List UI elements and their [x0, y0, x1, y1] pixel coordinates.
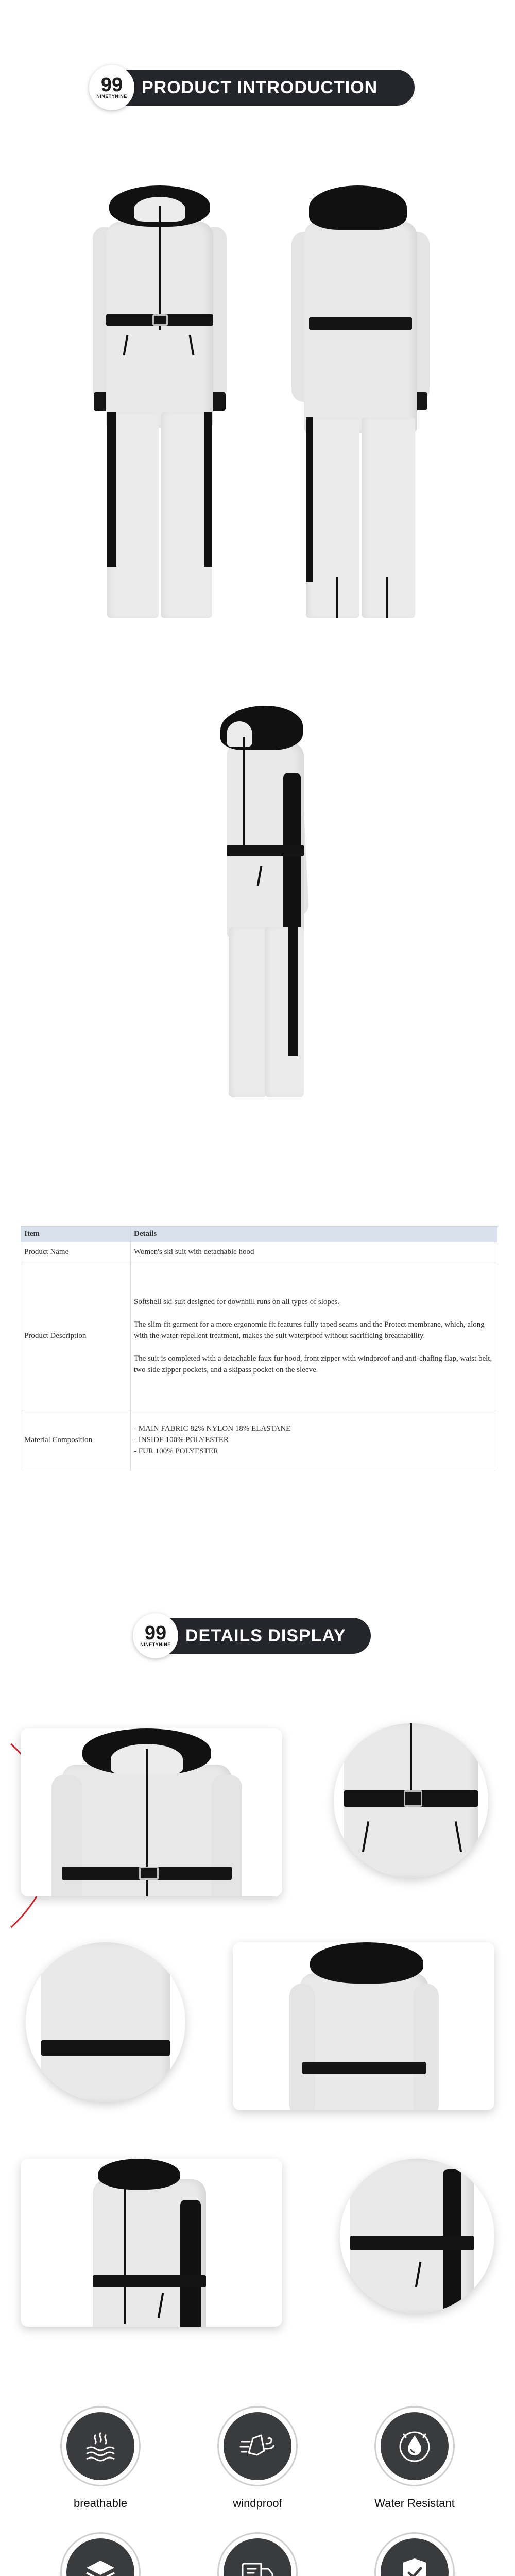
- layers-icon: [82, 2554, 118, 2576]
- feature-water-resistant: [363, 2406, 466, 2510]
- breathable-icon: [82, 2428, 118, 2464]
- brand-logo: [133, 1613, 178, 1658]
- description-paragraph: The slim-fit garment for a more ergonomic fit features fully taped seams and the Protect membrane, which, along with the water-repellent treatment, makes the suit waterproof without sacrificing breathability.: [134, 1320, 485, 1340]
- table-cell-item: Material Composition: [21, 1410, 131, 1470]
- table-cell-details: Women's ski suit with detachable hood: [131, 1242, 497, 1262]
- table-cell-details: [131, 1410, 497, 1470]
- feature-windproof: [206, 2406, 309, 2510]
- brand-logo-number: 99: [100, 74, 123, 96]
- brand-logo: [89, 65, 134, 110]
- table-cell-item: Product Description: [21, 1262, 131, 1410]
- table-header-details: Details: [131, 1227, 497, 1242]
- spec-table: [21, 1226, 497, 1470]
- detail-card-side-front: [21, 2159, 282, 2327]
- table-header-row: [21, 1227, 497, 1242]
- brand-logo-sub: NINETYNINE: [140, 1642, 171, 1647]
- table-cell-item: Product Name: [21, 1242, 131, 1262]
- feature-spot-quick-delivery: [206, 2532, 309, 2576]
- suit-back-view: [288, 185, 433, 618]
- table-cell-details: [131, 1262, 497, 1410]
- water-resistant-icon: [397, 2428, 433, 2464]
- detail-card-hood-front: [21, 1728, 282, 1896]
- description-paragraph: The suit is completed with a detachable faux fur hood, front zipper with windproof and anti-chafing flap, waist belt, two side zipper pockets, and a skipass pocket on the sleeve.: [134, 1354, 492, 1374]
- table-row: [21, 1410, 497, 1470]
- section-title: PRODUCT INTRODUCTION: [142, 77, 378, 97]
- feature-label: windproof: [233, 2497, 282, 2510]
- feature-label: Water Resistant: [374, 2497, 455, 2510]
- delivery-truck-icon: [238, 2554, 277, 2576]
- brand-logo-sub: NINETYNINE: [96, 94, 127, 99]
- detail-card-side-belt: [340, 2159, 494, 2313]
- suit-front-view: [88, 185, 232, 618]
- material-line: - MAIN FABRIC 82% NYLON 18% ELASTANE: [134, 1425, 291, 1433]
- section-title: DETAILS DISPLAY: [185, 1625, 346, 1646]
- feature-breathable: [49, 2406, 152, 2510]
- detail-card-back-belt: [26, 1942, 185, 2102]
- feature-quality-assurance: [363, 2532, 466, 2576]
- detail-card-belt-closeup: [334, 1723, 488, 1878]
- windproof-icon: [238, 2428, 277, 2464]
- brand-logo-number: 99: [144, 1622, 167, 1644]
- details-display-header: [140, 1618, 371, 1654]
- material-line: - INSIDE 100% POLYESTER: [134, 1436, 229, 1444]
- feature-thickened-material: [49, 2532, 152, 2576]
- shield-check-icon: [397, 2554, 433, 2576]
- material-line: - FUR 100% POLYESTER: [134, 1447, 218, 1455]
- table-row: [21, 1262, 497, 1410]
- detail-card-back-hood: [233, 1942, 494, 2110]
- table-header-item: Item: [21, 1227, 131, 1242]
- description-paragraph: Softshell ski suit designed for downhill runs on all types of slopes.: [134, 1298, 340, 1306]
- table-row: [21, 1242, 497, 1262]
- product-introduction-header: [96, 70, 415, 106]
- feature-label: breathable: [74, 2497, 127, 2510]
- suit-side-view: [211, 706, 340, 1097]
